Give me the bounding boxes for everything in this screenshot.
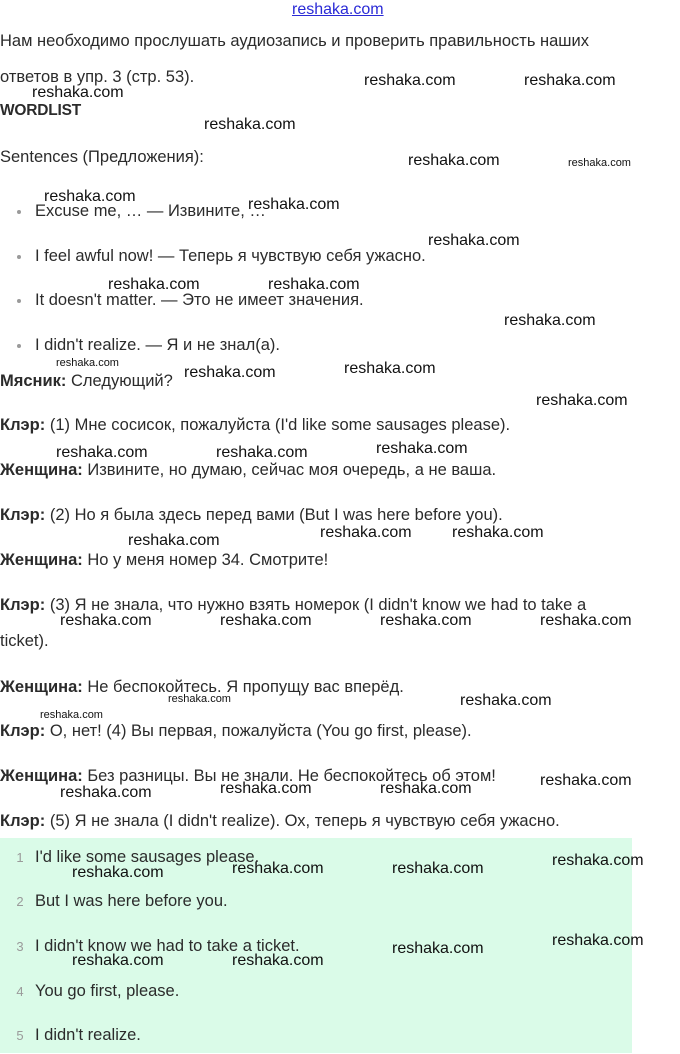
watermark-text: reshaka.com	[364, 72, 456, 89]
speaker-name: Мясник:	[0, 372, 67, 390]
watermark-text: reshaka.com	[220, 612, 312, 629]
watermark-text: reshaka.com	[232, 860, 324, 877]
watermark-text: reshaka.com	[320, 524, 412, 541]
answer-text: I didn't know we had to take a ticket.	[35, 937, 300, 955]
wordlist-item-text: It doesn't matter. — Это не имеет значения.	[35, 291, 364, 309]
answer-text: I'd like some sausages please.	[35, 848, 260, 866]
dialogue-line	[0, 459, 668, 481]
watermark-text: reshaka.com	[248, 196, 340, 213]
speaker-name: Клэр:	[0, 416, 46, 434]
wordlist-item-text: I feel awful now! — Теперь я чувствую себя ужасно.	[35, 247, 426, 265]
dialogue-text: Без разницы. Вы не знали. Не беспокойтесь об этом!	[82, 767, 496, 785]
watermark-text: reshaka.com	[392, 860, 484, 877]
watermark-text: reshaka.com	[460, 692, 552, 709]
watermark-text: reshaka.com	[540, 772, 632, 789]
answer-row	[0, 1024, 632, 1054]
dialogue-text: Но у меня номер 34. Смотрите!	[82, 551, 329, 569]
watermark-text: reshaka.com	[536, 392, 628, 409]
watermark-text: reshaka.com	[504, 312, 596, 329]
watermark-text: reshaka.com	[56, 357, 119, 369]
dialogue-line	[0, 370, 668, 392]
speaker-name: Женщина:	[0, 461, 83, 479]
answer-number: 5	[16, 1028, 24, 1043]
speaker-name: Женщина:	[0, 678, 83, 696]
watermark-text: reshaka.com	[392, 940, 484, 957]
dialogue-line-continuation: ticket).	[0, 632, 49, 650]
answer-text: But I was here before you.	[35, 892, 228, 910]
watermark-text: reshaka.com	[40, 709, 103, 721]
dialogue-text: О, нет! (4) Вы первая, пожалуйста (You go first, please).	[45, 722, 472, 740]
site-link[interactable]: reshaka.com	[292, 1, 384, 18]
watermark-text: reshaka.com	[108, 276, 200, 293]
watermark-text: reshaka.com	[232, 952, 324, 969]
answer-number: 1	[16, 850, 24, 865]
watermark-text: reshaka.com	[428, 232, 520, 249]
wordlist-item-text: Excuse me, … — Извините, …	[35, 202, 266, 220]
answer-number: 4	[16, 984, 24, 999]
watermark-text: reshaka.com	[184, 364, 276, 381]
watermark-text: reshaka.com	[216, 444, 308, 461]
dialogue-line	[0, 676, 668, 698]
watermark-text: reshaka.com	[524, 72, 616, 89]
speaker-name: Женщина:	[0, 767, 83, 785]
sentences-heading: Sentences (Предложения):	[0, 148, 204, 166]
watermark-text: reshaka.com	[552, 852, 644, 869]
wordlist-item-text: I didn't realize. — Я и не знал(а).	[35, 336, 280, 354]
answer-text: I didn't realize.	[35, 1026, 141, 1044]
watermark-text: reshaka.com	[128, 532, 220, 549]
speaker-name: Клэр:	[0, 722, 46, 740]
wordlist-heading: WORDLIST	[0, 102, 82, 119]
watermark-text: reshaka.com	[408, 152, 500, 169]
watermark-text: reshaka.com	[60, 612, 152, 629]
bullet-icon	[17, 210, 21, 214]
answer-row	[0, 980, 632, 1010]
bullet-icon	[17, 255, 21, 259]
answer-number: 2	[16, 894, 24, 909]
dialogue-text: (2) Но я была здесь перед вами (But I was here before you).	[45, 506, 503, 524]
watermark-text: reshaka.com	[540, 612, 632, 629]
watermark-text: reshaka.com	[32, 84, 124, 101]
dialogue-line	[0, 549, 668, 571]
bullet-icon	[17, 344, 21, 348]
watermark-text: reshaka.com	[220, 780, 312, 797]
watermark-text: reshaka.com	[56, 444, 148, 461]
dialogue-text: (3) Я не знала, что нужно взять номерок (I didn't know we had to take a	[45, 596, 587, 614]
watermark-text: reshaka.com	[60, 784, 152, 801]
watermark-text: reshaka.com	[380, 780, 472, 797]
dialogue-text: Не беспокойтесь. Я пропущу вас вперёд.	[82, 678, 404, 696]
dialogue-text: (1) Мне сосисок, пожалуйста (I'd like some sausages please).	[45, 416, 511, 434]
watermark-text: reshaka.com	[44, 188, 136, 205]
dialogue-line	[0, 504, 668, 526]
dialogue-line	[0, 720, 668, 742]
watermark-text: reshaka.com	[552, 932, 644, 949]
speaker-name: Женщина:	[0, 551, 83, 569]
answer-text: You go first, please.	[35, 982, 180, 1000]
answer-row	[0, 890, 632, 920]
watermark-text: reshaka.com	[72, 864, 164, 881]
dialogue-line	[0, 414, 668, 436]
speaker-name: Клэр:	[0, 812, 46, 830]
speaker-name: Клэр:	[0, 506, 46, 524]
watermark-text: reshaka.com	[344, 360, 436, 377]
dialogue-text: (5) Я не знала (I didn't realize). Ох, теперь я чувствую себя ужасно.	[45, 812, 560, 830]
watermark-text: reshaka.com	[168, 693, 231, 705]
watermark-text: reshaka.com	[204, 116, 296, 133]
bullet-icon	[17, 299, 21, 303]
watermark-text: reshaka.com	[380, 612, 472, 629]
watermark-text: reshaka.com	[568, 157, 631, 169]
answer-number: 3	[16, 939, 24, 954]
intro-line-2: ответов в упр. 3 (стр. 53).	[0, 68, 195, 86]
dialogue-text: Извините, но думаю, сейчас моя очередь, а не ваша.	[82, 461, 497, 479]
speaker-name: Клэр:	[0, 596, 46, 614]
watermark-text: reshaka.com	[72, 952, 164, 969]
watermark-text: reshaka.com	[376, 440, 468, 457]
dialogue-text: Следующий?	[66, 372, 173, 390]
watermark-text: reshaka.com	[452, 524, 544, 541]
intro-line-1: Нам необходимо прослушать аудиозапись и проверить правильность наших	[0, 32, 590, 50]
watermark-text: reshaka.com	[268, 276, 360, 293]
dialogue-line	[0, 810, 668, 832]
